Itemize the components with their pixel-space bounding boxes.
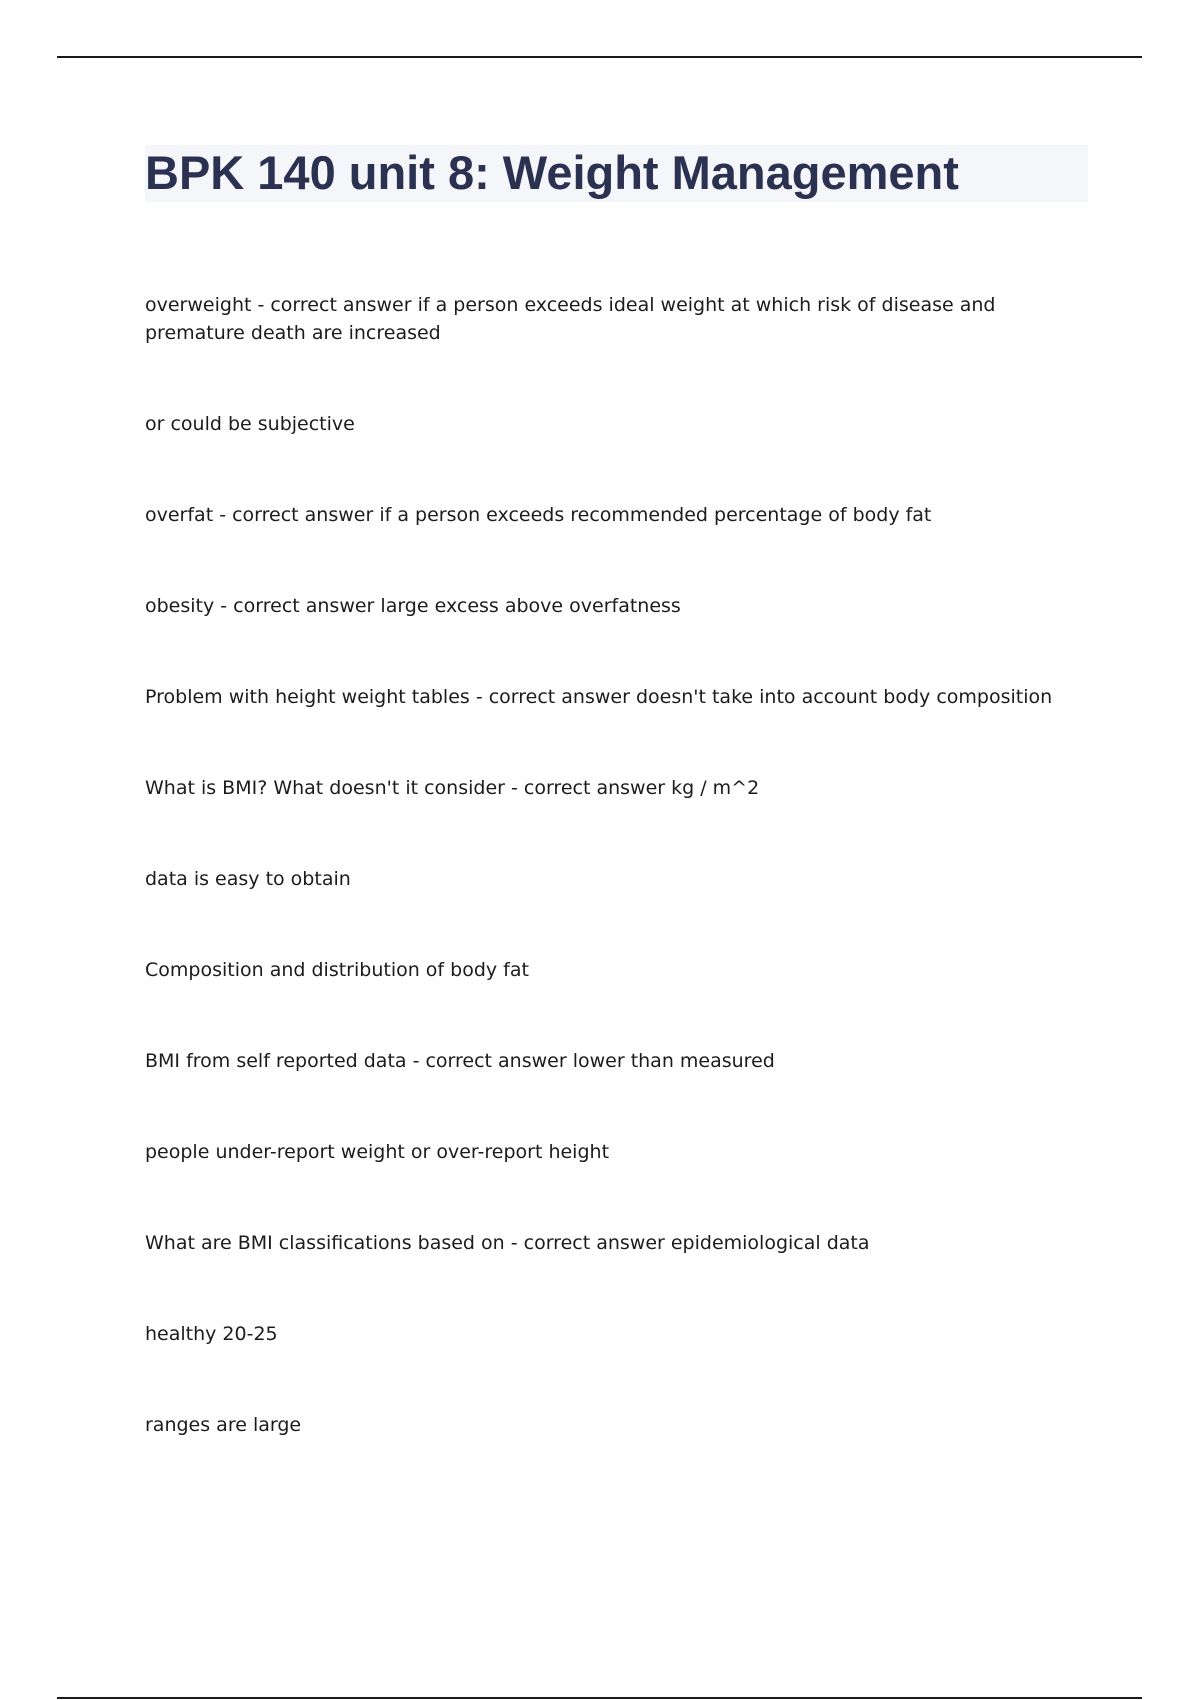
flashcard-entry: overweight - correct answer if a person exceeds ideal weight at which risk of disease and premature death are increased <box>145 294 996 344</box>
document-title: BPK 140 unit 8: Weight Management <box>145 146 959 199</box>
flashcard-entry: or could be subjective <box>145 413 355 435</box>
flashcard-entry: Composition and distribution of body fat <box>145 959 529 981</box>
flashcard-entry: What are BMI classifications based on - correct answer epidemiological data <box>145 1232 870 1254</box>
flashcard-entry: overfat - correct answer if a person exceeds recommended percentage of body fat <box>145 504 932 526</box>
flashcard-entry: What is BMI? What doesn't it consider - correct answer kg / m^2 <box>145 777 760 799</box>
flashcard-entry: Problem with height weight tables - correct answer doesn't take into account body composition <box>145 686 1053 708</box>
flashcard-entry: data is easy to obtain <box>145 868 351 890</box>
flashcard-entry: people under-report weight or over-report height <box>145 1141 610 1163</box>
bottom-divider <box>57 1697 1142 1699</box>
top-divider <box>57 56 1142 58</box>
flashcard-list <box>145 291 1065 1502</box>
flashcard-entry: healthy 20-25 <box>145 1323 278 1345</box>
flashcard-entry: ranges are large <box>145 1414 302 1436</box>
flashcard-entry: BMI from self reported data - correct answer lower than measured <box>145 1050 775 1072</box>
flashcard-entry: obesity - correct answer large excess above overfatness <box>145 595 681 617</box>
